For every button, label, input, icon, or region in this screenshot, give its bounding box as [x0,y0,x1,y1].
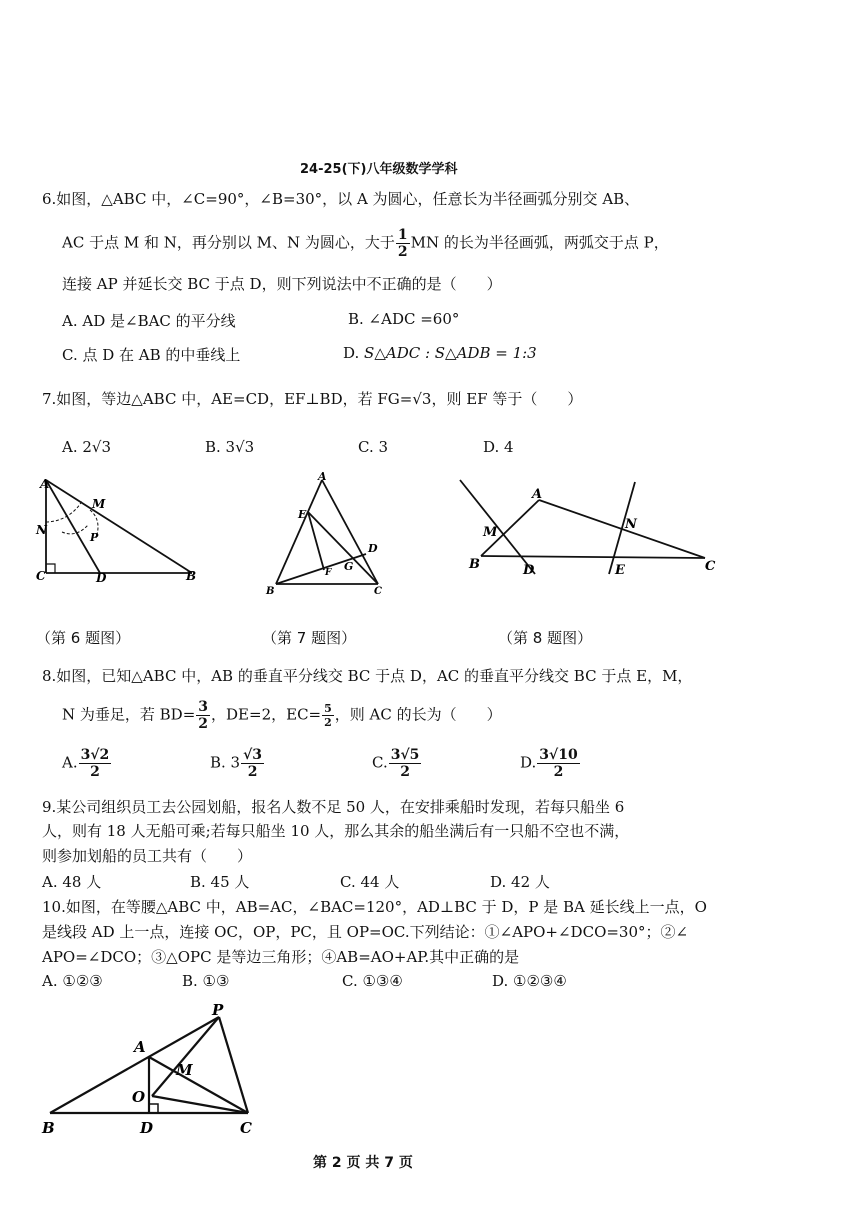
q9-line-2: 人，则有 18 人无船可乘;若每只船坐 10 人，那么其余的船坐满后有一只船不空也不满， [42,822,630,840]
q7-line-1a: 7.如图，等边△ABC 中，AE=CD，EF⊥BD，若 FG= [42,390,413,408]
q10-option-b[interactable]: B. ①③ [182,972,230,990]
fig8-label-d: D [523,563,535,578]
q8-option-d-den: 2 [553,764,564,780]
q6-fraction [396,228,410,259]
q8-ec-fraction [322,703,334,728]
q6-line-2 [62,228,669,259]
q6-option-b[interactable]: B. ∠ADC =60° [348,310,460,328]
q6-frac-den: 2 [397,244,408,260]
q6-line-2b: MN 的长为半径画弧，两弧交于点 P， [410,233,669,252]
q8-option-d-label: D. [520,753,537,772]
fig6-bisector-ad [46,480,100,573]
fig7-side-ab [276,480,322,584]
q7-option-d[interactable]: D. 4 [483,438,514,456]
fig8-label-e: E [615,563,625,578]
fig8-label-c: C [705,559,716,574]
q7-line-1 [42,388,582,409]
q9-option-b[interactable]: B. 45 人 [190,873,250,891]
fig8-label-m: M [483,525,498,540]
fig10-line-po [152,1017,219,1096]
q8-line-2a: N 为垂足，若 BD= [62,705,196,724]
fig7-caption: （第 7 题图） [262,629,357,647]
q10-line-3: APO=∠DCO；③△OPC 是等边三角形；④AB=AO+AP.其中正确的是 [42,948,520,966]
q8-option-c-den: 2 [400,764,410,780]
q8-option-a-label: A. [62,753,78,772]
q8-line-2c: ，则 AC 的长为（ ） [334,705,502,724]
q10-option-c[interactable]: C. ①③④ [342,972,403,990]
q10-line-1: 10.如图，在等腰△ABC 中，AB=AC，∠BAC=120°，AD⊥BC 于 D，P 是 BA 延长线上一点，O [42,898,707,916]
q8-option-d-num: 3√10 [539,747,578,763]
q8-option-b[interactable] [210,748,265,779]
fig10-label-c: C [240,1119,252,1137]
fig10-label-m: M [176,1061,193,1079]
q10-option-a[interactable]: A. ①②③ [42,972,103,990]
q7-option-c[interactable]: C. 3 [358,438,389,456]
q8-ec-den: 2 [324,716,332,729]
page-header: 24-25(下)八年级数学学科 [300,162,458,177]
fig6-label-c: C [36,569,46,583]
fig10-label-o: O [132,1088,146,1106]
q8-option-b-den: 2 [247,764,258,780]
fig6-side-ab [46,480,192,573]
fig6-label-b: B [186,569,197,583]
fig8-label-a: A [532,487,543,502]
q6-frac-num: 1 [397,227,408,243]
fig6-label-d: D [96,571,107,585]
q6-line-3: 连接 AP 并延长交 BC 于点 D，则下列说法中不正确的是（ ） [62,275,502,293]
q7-root: √3 [412,390,432,408]
q8-bd-fraction [196,700,210,731]
fig6-label-n: N [36,523,47,537]
q9-option-d[interactable]: D. 42 人 [490,873,550,891]
q8-option-d-frac [537,748,579,779]
q6-option-d-math: S△ADC : S△ADB = 1:3 [364,344,537,362]
figure-6 [30,470,230,585]
q8-option-b-label: B. 3 [210,753,241,772]
q8-option-b-num: √3 [243,747,263,763]
figure-10 [30,995,280,1145]
q8-option-a[interactable] [62,748,112,779]
fig7-label-f: F [325,568,332,578]
q9-line-3: 则参加划船的员工共有（ ） [42,847,253,865]
q9-option-a[interactable]: A. 48 人 [42,873,102,891]
fig10-label-a: A [134,1038,146,1056]
q8-bd-num: 3 [198,699,209,715]
q8-line-1: 8.如图，已知△ABC 中，AB 的垂直平分线交 BC 于点 D，AC 的垂直平分线交 BC 于点 E，M， [42,667,693,685]
fig6-label-m: M [92,497,106,511]
q10-line-2: 是线段 AD 上一点，连接 OC，OP，PC，且 OP=OC.下列结论：①∠APO+∠DCO=30°；②∠ [42,923,689,941]
q9-line-1: 9.某公司组织员工去公园划船，报名人数不足 50 人，在安排乘船时发现，若每只船坐 6 [42,798,625,816]
fig7-label-e: E [298,508,307,521]
fig10-label-b: B [42,1119,55,1137]
q8-line-2b: ，DE=2，EC= [211,705,322,724]
fig6-label-a: A [40,477,50,491]
q8-option-c-frac [389,748,422,779]
q8-option-d[interactable] [520,748,581,779]
fig10-right-angle [149,1104,158,1113]
fig8-caption: （第 8 题图） [498,629,593,647]
q7-option-a[interactable]: A. 2√3 [62,438,112,456]
figure-7 [258,470,393,600]
fig6-label-p: P [90,531,99,544]
figure-8 [455,470,730,585]
fig7-label-d: D [368,542,378,555]
fig7-label-b: B [266,586,275,597]
fig7-label-a: A [318,470,327,483]
fig8-side-bc [481,556,705,558]
q8-option-c-label: C. [372,753,388,772]
page-footer: 第 2 页 共 7 页 [313,1155,413,1171]
q10-option-d[interactable]: D. ①②③④ [492,972,567,990]
q8-option-c[interactable] [372,748,422,779]
q6-line-2a: AC 于点 M 和 N，再分别以 M、N 为圆心，大于 [62,233,395,252]
fig6-right-angle [46,564,55,573]
q7-line-1b: ，则 EF 等于（ ） [431,390,583,408]
q6-option-d-label: D. [343,344,360,362]
q6-line-1: 6.如图，△ABC 中，∠C=90°，∠B=30°，以 A 为圆心，任意长为半径画弧分别交 AB、 [42,190,640,208]
fig10-label-p: P [212,1001,224,1019]
q8-option-a-frac [79,748,112,779]
fig6-caption: （第 6 题图） [36,629,131,647]
q6-option-a[interactable]: A. AD 是∠BAC 的平分线 [62,312,236,330]
q8-bd-den: 2 [198,716,209,732]
fig10-label-d: D [140,1119,154,1137]
q6-option-d[interactable] [343,344,537,362]
q8-option-a-num: 3√2 [80,747,110,763]
q8-ec-num: 5 [324,702,332,715]
q8-option-b-frac [241,748,264,779]
fig7-label-g: G [344,560,354,573]
fig7-label-c: C [374,586,382,597]
fig8-label-b: B [469,557,480,572]
q8-option-c-num: 3√5 [390,747,420,763]
q6-option-c[interactable]: C. 点 D 在 AB 的中垂线上 [62,346,241,364]
fig8-label-n: N [625,517,637,532]
q8-option-a-den: 2 [90,764,100,780]
q8-line-2 [62,700,502,731]
q9-option-c[interactable]: C. 44 人 [340,873,400,891]
q7-option-b[interactable]: B. 3√3 [205,438,255,456]
